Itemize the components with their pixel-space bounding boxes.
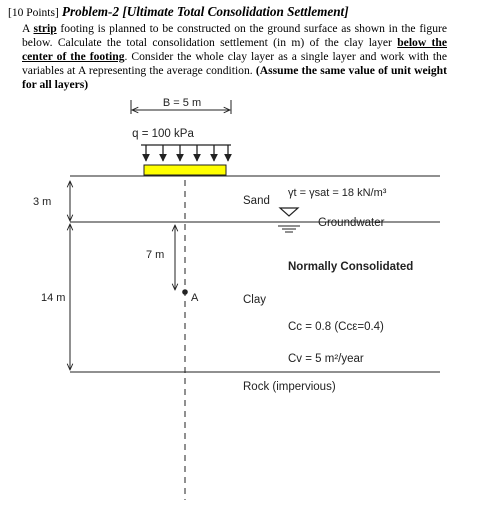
depth-to-a-label: 7 m xyxy=(146,249,165,261)
width-label: B = 5 m xyxy=(162,97,202,109)
statement-text-1: A xyxy=(22,22,34,35)
sand-unit-weight: γt = γsat = 18 kN/m³ xyxy=(288,187,387,199)
load-arrows xyxy=(146,145,228,161)
point-a-marker xyxy=(182,289,188,295)
statement-text-2: footing is planned to be constructed on the ground surface as shown in the figure below. Calculate the total consolidation settlement (in m) of the clay layer xyxy=(22,22,447,49)
problem-title: Problem-2 [Ultimate Total Consolidation Settlement] xyxy=(61,4,349,19)
water-table-triangle-icon xyxy=(280,208,298,216)
compression-index-label: Cc = 0.8 (Ccε=0.4) xyxy=(288,321,384,333)
point-a-label: A xyxy=(191,292,199,304)
sand-label: Sand xyxy=(243,195,270,207)
load-label: q = 100 kPa xyxy=(132,128,194,140)
sand-thickness-label: 3 m xyxy=(33,196,52,208)
points-label: [10 Points] xyxy=(8,7,59,19)
consolidation-coefficient-label: Cv = 5 m²/year xyxy=(288,353,364,365)
assumption-note: (Assume the same value of unit weight for all layers) xyxy=(22,63,447,91)
rock-label: Rock (impervious) xyxy=(243,381,336,393)
nc-label: Normally Consolidated xyxy=(288,261,414,273)
clay-thickness-label: 14 m xyxy=(41,292,66,304)
statement-text-3: . Consider the whole clay layer as a single layer and work with the variables at A representing the average condition. xyxy=(22,49,447,77)
below-center-emphasis: below the center of the footing xyxy=(22,35,448,63)
strip-emphasis: strip xyxy=(33,22,57,35)
strip-footing xyxy=(144,165,226,175)
groundwater-label: Groundwater xyxy=(318,217,385,229)
clay-label: Clay xyxy=(243,294,267,306)
